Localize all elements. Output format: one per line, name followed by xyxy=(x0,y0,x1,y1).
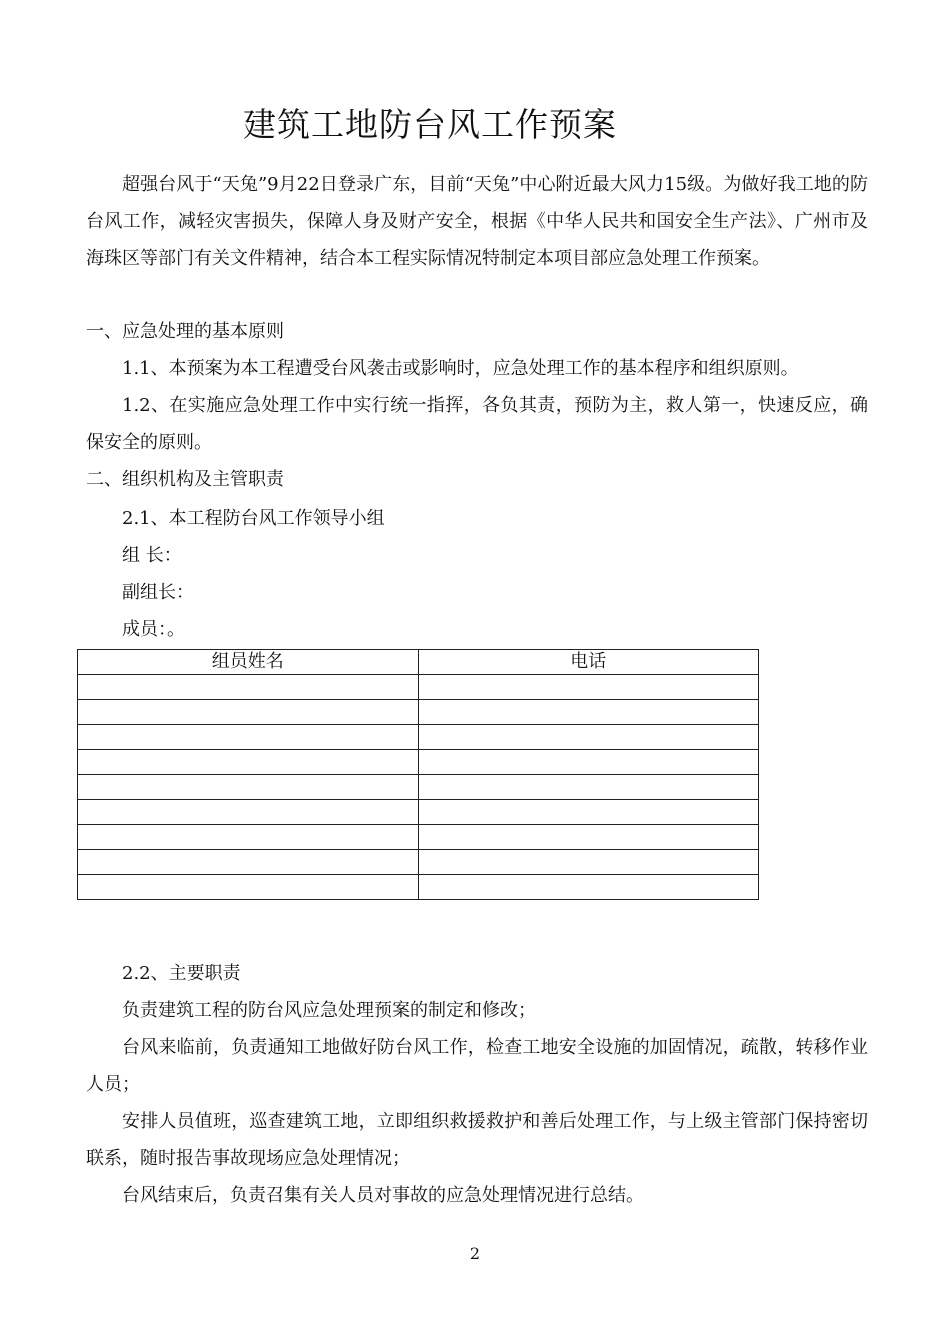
page-number: 2 xyxy=(469,1244,481,1263)
leader-label: 组 长： xyxy=(122,545,182,566)
member-phone-cell xyxy=(418,800,759,825)
deputy-label: 副组长： xyxy=(122,582,194,603)
table-row xyxy=(78,700,759,725)
table-row xyxy=(78,850,759,875)
member-phone-cell xyxy=(418,850,759,875)
members-table xyxy=(77,649,759,900)
name-column-header: 组员姓名 xyxy=(78,650,419,675)
member-phone-cell xyxy=(418,875,759,900)
table-row xyxy=(78,875,759,900)
section-2-heading: 二、组织机构及主管职责 xyxy=(86,469,284,490)
intro-paragraph: 超强台风于“天兔”9月22日登录广东，目前“天兔”中心附近最大风力15级。为做好我工地的防台风工作，减轻灾害损失，保障人身及财产安全，根据《中华人民共和国安全生产法》、广州市及海珠区等部门有关文件精神，结合本工程实际情况特制定本项目部应急处理工作预案。 xyxy=(86,174,868,269)
member-name-cell xyxy=(78,825,419,850)
section-2-item-2: 2.2、主要职责 xyxy=(122,963,241,984)
table-row xyxy=(78,750,759,775)
member-name-cell xyxy=(78,675,419,700)
member-phone-cell xyxy=(418,675,759,700)
duty-3: 安排人员值班，巡查建筑工地，立即组织救援救护和善后处理工作，与上级主管部门保持密切联系，随时报告事故现场应急处理情况； xyxy=(86,1111,868,1169)
duty-1: 负责建筑工程的防台风应急处理预案的制定和修改； xyxy=(122,1000,536,1021)
member-name-cell xyxy=(78,775,419,800)
member-phone-cell xyxy=(418,700,759,725)
table-header-row xyxy=(78,650,759,675)
phone-column-header: 电话 xyxy=(418,650,759,675)
table-row xyxy=(78,775,759,800)
member-phone-cell xyxy=(418,750,759,775)
document-title: 建筑工地防台风工作预案 xyxy=(243,105,617,144)
table-row xyxy=(78,725,759,750)
table-row xyxy=(78,825,759,850)
section-1-heading: 一、应急处理的基本原则 xyxy=(86,321,284,342)
section-1-item-1: 1.1、本预案为本工程遭受台风袭击或影响时，应急处理工作的基本程序和组织原则。 xyxy=(122,358,799,379)
member-name-cell xyxy=(78,700,419,725)
member-phone-cell xyxy=(418,825,759,850)
section-2-item-1: 2.1、本工程防台风工作领导小组 xyxy=(122,508,385,529)
duty-4: 台风结束后，负责召集有关人员对事故的应急处理情况进行总结。 xyxy=(122,1185,644,1206)
table-row xyxy=(78,675,759,700)
members-label: 成员：。 xyxy=(122,619,185,640)
duty-2: 台风来临前，负责通知工地做好防台风工作，检查工地安全设施的加固情况，疏散，转移作业人员； xyxy=(86,1037,868,1095)
member-name-cell xyxy=(78,850,419,875)
member-phone-cell xyxy=(418,775,759,800)
member-phone-cell xyxy=(418,725,759,750)
section-1-item-2: 1.2、在实施应急处理工作中实行统一指挥，各负其责，预防为主，救人第一，快速反应，确保安全的原则。 xyxy=(86,395,868,453)
member-name-cell xyxy=(78,750,419,775)
member-name-cell xyxy=(78,800,419,825)
member-name-cell xyxy=(78,875,419,900)
member-name-cell xyxy=(78,725,419,750)
table-row xyxy=(78,800,759,825)
